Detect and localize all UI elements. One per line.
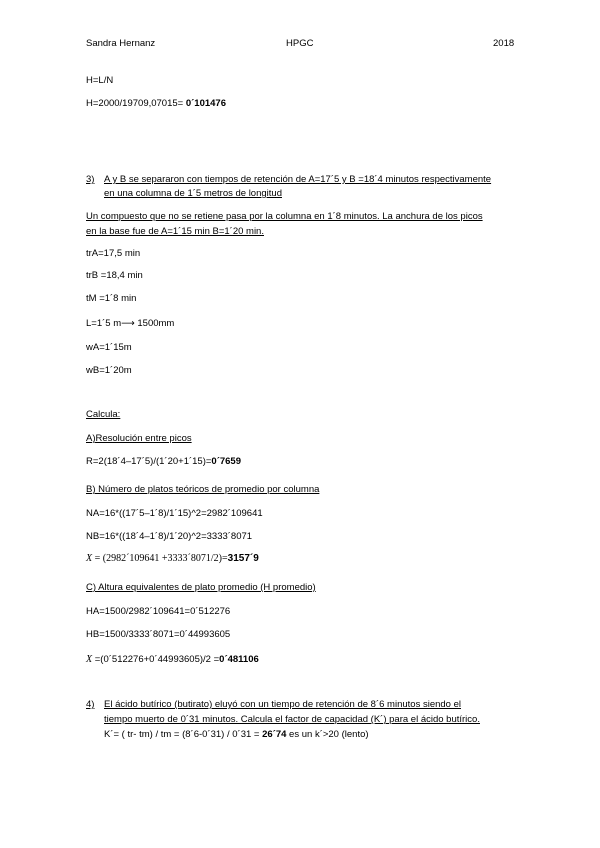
intro-calc-prefix: H=2000/19709,07015= (86, 98, 186, 109)
intro-formula: H=L/N (86, 75, 114, 86)
q3-b-result: 3157´9 (227, 553, 259, 564)
q3-data-trb: trB =18,4 min (86, 270, 143, 281)
q3-number: 3) (86, 174, 95, 185)
q3-statement-line4: en la base fue de A=1´15 min B=1´20 min. (86, 226, 264, 237)
q4-calc-note: es un k´>20 (lento) (286, 729, 369, 740)
q4-result: 26´74 (262, 729, 287, 740)
header-author: Sandra Hernanz (86, 38, 156, 49)
q3-c-ha: HA=1500/2982´109641=0´512276 (86, 606, 231, 617)
q4-statement-line2: tiempo muerto de 0´31 minutos. Calcula el factor de capacidad (K´) para el ácido butírico. (104, 714, 480, 725)
intro-calc (86, 98, 226, 109)
q3-c-result: 0´481106 (219, 654, 259, 665)
q3-c-title: C) Altura equivalentes de plato promedio (H promedio) (86, 582, 316, 593)
q4-calc-expr: K´= ( tr- tm) / tm = (8´6-0´31) / 0´31 = (104, 729, 263, 740)
q3-statement-line3: Un compuesto que no se retiene pasa por la columna en 1´8 minutos. La anchura de los picos (86, 211, 483, 222)
q3-statement-line1: A y B se separaron con tiempos de retención de A=17´5 y B =18´4 minutos respectivamente (104, 174, 492, 185)
q3-a-result: 0´7659 (211, 456, 242, 467)
q3-data-tra: trA=17,5 min (86, 248, 141, 259)
q3-a-calc (86, 456, 241, 467)
q3-c-hb: HB=1500/3333´8071=0´44993605 (86, 629, 231, 640)
q3-data-wb: wB=1´20m (86, 365, 132, 376)
q3-c-x-variable: X (86, 654, 93, 665)
q3-a-title: A)Resolución entre picos (86, 433, 192, 444)
q3-b-na: NA=16*((17´5–1´8)/1´15)^2=2982´109641 (86, 508, 263, 519)
q3-data-tm: tM =1´8 min (86, 293, 137, 304)
q3-b-nb: NB=16*((18´4–1´8)/1´20)^2=3333´8071 (86, 531, 253, 542)
q3-calcula: Calcula: (86, 409, 121, 420)
q3-b-title: B) Número de platos teóricos de promedio por columna (86, 484, 320, 495)
q3-c-average (86, 654, 259, 665)
q3-data-wa: wA=1´15m (86, 342, 132, 353)
q3-data-l: L=1´5 m⟶ 1500mm (86, 318, 175, 329)
q4-calc (104, 729, 369, 740)
intro-calc-result: 0´101476 (185, 98, 226, 109)
header-course: HPGC (286, 38, 314, 49)
header-year: 2018 (493, 38, 515, 49)
q4-number: 4) (86, 699, 95, 710)
q3-b-x-expr: = (2982´109641 +3333´8071/2)= (92, 553, 228, 564)
q3-statement-line2: en una columna de 1´5 metros de longitud (104, 188, 282, 199)
q3-b-average (86, 553, 259, 564)
q3-b-x-variable: X (86, 553, 93, 564)
q4-statement-line1: El ácido butírico (butirato) eluyó con un tiempo de retención de 8´6 minutos siendo el (104, 699, 461, 710)
q3-a-calc-expr: R=2(18´4–17´5)/(1´20+1´15)= (86, 456, 212, 467)
q3-c-x-expr: =(0´512276+0´44993605)/2 = (92, 654, 220, 665)
